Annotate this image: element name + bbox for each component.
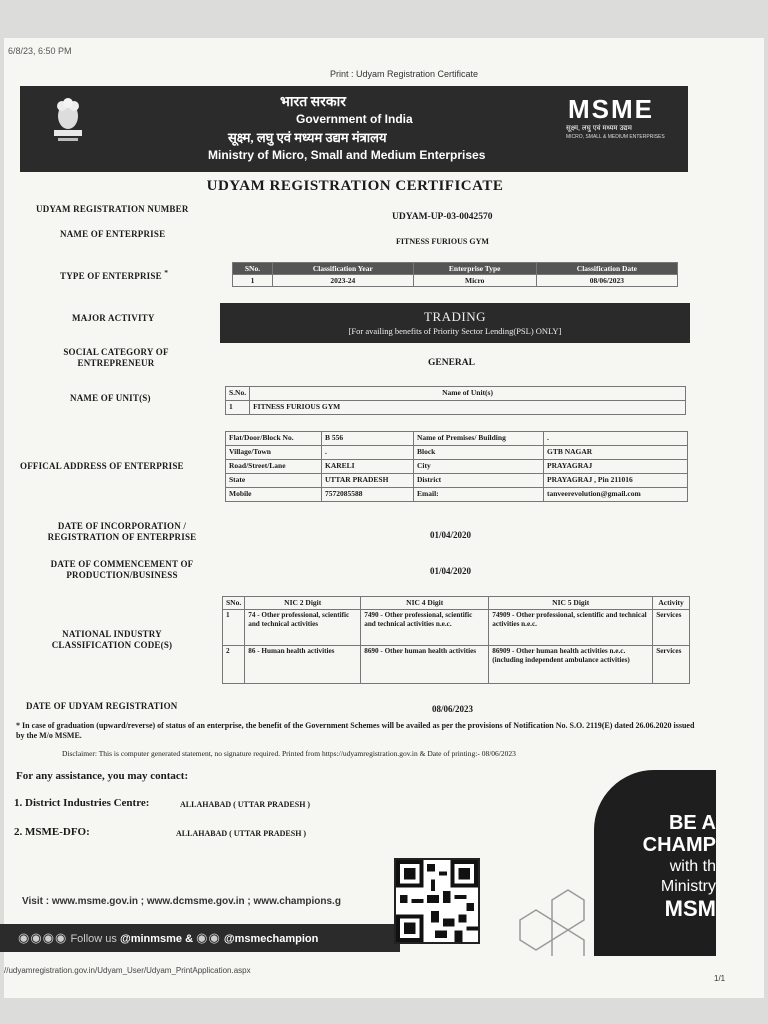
table-row bbox=[223, 610, 690, 646]
table-cell: 86 - Human health activities bbox=[245, 646, 361, 684]
promo-line: with th bbox=[669, 858, 716, 875]
table-header: SNo. bbox=[223, 597, 245, 610]
table-row bbox=[226, 432, 688, 446]
promo-line: MSM bbox=[664, 896, 716, 921]
graduation-note: * In case of graduation (upward/reverse) of status of an enterprise, the benefit of the Government Schemes will be availed as per the provisions of Notification No. S.O. 2119(E) dated 26.06.2020 issued by the M/o MSME. bbox=[16, 721, 695, 740]
table-cell: Flat/Door/Block No. bbox=[226, 432, 322, 446]
table-header-row bbox=[226, 387, 686, 401]
follow-bar bbox=[0, 924, 400, 952]
table-cell: FITNESS FURIOUS GYM bbox=[250, 401, 686, 415]
table-cell: Email: bbox=[414, 488, 544, 502]
unit-name-label: NAME OF UNIT(S) bbox=[70, 393, 151, 403]
promo-line: CHAMP bbox=[642, 834, 716, 856]
table-cell: 1 bbox=[233, 275, 273, 287]
msme-sub-english: MICRO, SMALL & MEDIUM ENTERPRISES bbox=[566, 134, 665, 140]
national-emblem-icon bbox=[50, 90, 86, 146]
table-row bbox=[223, 646, 690, 684]
table-header-row bbox=[233, 263, 678, 275]
table-header: Name of Unit(s) bbox=[250, 387, 686, 401]
udyam-date-value: 08/06/2023 bbox=[432, 704, 474, 714]
dic-label: 1. District Industries Centre: bbox=[14, 797, 150, 809]
print-title: Print : Udyam Registration Certificate bbox=[330, 69, 479, 79]
hindi-ministry: सूक्ष्म, लघु एवं मध्यम उद्यम मंत्रालय bbox=[228, 130, 387, 145]
table-header: NIC 4 Digit bbox=[361, 597, 489, 610]
social-icons-2: ◉◉ bbox=[196, 930, 221, 945]
table-cell: 7572085588 bbox=[322, 488, 414, 502]
table-cell: Services bbox=[653, 646, 690, 684]
table-cell: Micro bbox=[413, 275, 536, 287]
table-row bbox=[226, 446, 688, 460]
table-header: Classification Date bbox=[536, 263, 677, 275]
table-cell: 2 bbox=[223, 646, 245, 684]
incorporation-date: 01/04/2020 bbox=[430, 530, 472, 540]
msme-logo: MSME bbox=[568, 94, 654, 124]
table-cell: . bbox=[544, 432, 688, 446]
visit-links: Visit : www.msme.gov.in ; www.dcmsme.gov.in ; www.champions.g bbox=[22, 896, 341, 907]
enterprise-name-value: FITNESS FURIOUS GYM bbox=[396, 237, 489, 246]
incorporation-label bbox=[28, 521, 216, 543]
table-header-row bbox=[223, 597, 690, 610]
udyam-date-label: DATE OF UDYAM REGISTRATION bbox=[26, 701, 178, 711]
promo-line: BE A bbox=[668, 812, 716, 834]
follow-prefix: Follow us bbox=[70, 933, 117, 945]
enterprise-type-mark: * bbox=[164, 268, 169, 277]
page-url: //udyamregistration.gov.in/Udyam_User/Udyam_PrintApplication.aspx bbox=[4, 966, 251, 975]
hindi-heading: भारत सरकार bbox=[280, 95, 346, 110]
commencement-label bbox=[28, 559, 216, 581]
enterprise-type-label: TYPE OF ENTERPRISE * bbox=[60, 268, 169, 281]
champions-promo bbox=[594, 770, 716, 956]
major-activity-band bbox=[220, 303, 690, 343]
units-table bbox=[225, 386, 686, 415]
classification-table bbox=[232, 262, 678, 287]
table-header: Enterprise Type bbox=[413, 263, 536, 275]
table-cell: Road/Street/Lane bbox=[226, 460, 322, 474]
table-row bbox=[226, 488, 688, 502]
table-cell: PRAYAGRAJ , Pin 211016 bbox=[544, 474, 688, 488]
table-header: SNo. bbox=[233, 263, 273, 275]
minmsme-handle: @minmsme & bbox=[119, 933, 194, 945]
dfo-label: 2. MSME-DFO: bbox=[14, 826, 90, 838]
dic-value: ALLAHABAD ( UTTAR PRADESH ) bbox=[180, 800, 311, 809]
table-row bbox=[226, 460, 688, 474]
header-band bbox=[20, 86, 688, 172]
msme-sub-hindi: सूक्ष्म, लघु एवं मध्यम उद्यम bbox=[566, 125, 632, 132]
social-category-label-line1: SOCIAL CATEGORY OF bbox=[63, 347, 169, 357]
table-cell: Village/Town bbox=[226, 446, 322, 460]
table-cell: State bbox=[226, 474, 322, 488]
official-address-label: OFFICAL ADDRESS OF ENTERPRISE bbox=[20, 461, 184, 471]
table-header: Activity bbox=[653, 597, 690, 610]
assistance-heading: For any assistance, you may contact: bbox=[16, 770, 189, 782]
enterprise-name-label: NAME OF ENTERPRISE bbox=[60, 229, 166, 239]
table-cell: 74 - Other professional, scientific and technical activities bbox=[245, 610, 361, 646]
table-header: NIC 2 Digit bbox=[245, 597, 361, 610]
table-cell: 08/06/2023 bbox=[536, 275, 677, 287]
table-cell: Block bbox=[414, 446, 544, 460]
address-table bbox=[225, 431, 688, 502]
table-row bbox=[233, 275, 678, 287]
nic-label-line1: NATIONAL INDUSTRY bbox=[62, 629, 162, 639]
incorporation-label-line1: DATE OF INCORPORATION / bbox=[57, 521, 187, 531]
commencement-label-line1: DATE OF COMMENCEMENT OF bbox=[50, 559, 194, 569]
table-cell: 86909 - Other human health activities n.e.c. (including independent ambulance activities) bbox=[489, 646, 653, 684]
table-cell: City bbox=[414, 460, 544, 474]
table-cell: B 556 bbox=[322, 432, 414, 446]
table-cell: GTB NAGAR bbox=[544, 446, 688, 460]
certificate-title: UDYAM REGISTRATION CERTIFICATE bbox=[206, 178, 504, 194]
table-row bbox=[226, 401, 686, 415]
govt-of-india: Government of India bbox=[296, 112, 413, 126]
table-cell: Name of Premises/ Building bbox=[414, 432, 544, 446]
table-cell: 2023-24 bbox=[273, 275, 414, 287]
table-cell: 7490 - Other professional, scientific and technical activities n.e.c. bbox=[361, 610, 489, 646]
major-activity-label: MAJOR ACTIVITY bbox=[72, 313, 155, 323]
reg-number-value: UDYAM-UP-03-0042570 bbox=[392, 212, 493, 222]
table-cell: 1 bbox=[226, 401, 250, 415]
table-header: S.No. bbox=[226, 387, 250, 401]
social-category-label-line2: ENTREPRENEUR bbox=[77, 358, 155, 368]
dfo-value: ALLAHABAD ( UTTAR PRADESH ) bbox=[176, 829, 307, 838]
incorporation-label-line2: REGISTRATION OF ENTERPRISE bbox=[47, 532, 197, 542]
table-header: NIC 5 Digit bbox=[489, 597, 653, 610]
table-cell: tanveerevolution@gmail.com bbox=[544, 488, 688, 502]
table-row bbox=[226, 474, 688, 488]
nic-label bbox=[30, 629, 194, 651]
table-cell: KARELI bbox=[322, 460, 414, 474]
table-cell: District bbox=[414, 474, 544, 488]
social-icons: ◉◉◉◉ bbox=[18, 930, 68, 945]
table-cell: UTTAR PRADESH bbox=[322, 474, 414, 488]
ministry-name: Ministry of Micro, Small and Medium Enterprises bbox=[208, 148, 486, 162]
page-number: 1/1 bbox=[714, 974, 726, 983]
table-cell: PRAYAGRAJ bbox=[544, 460, 688, 474]
table-cell: 8690 - Other human health activities bbox=[361, 646, 489, 684]
nic-label-line2: CLASSIFICATION CODE(S) bbox=[51, 640, 173, 650]
table-header: Classification Year bbox=[273, 263, 414, 275]
commencement-date: 01/04/2020 bbox=[430, 566, 472, 576]
table-cell: 74909 - Other professional, scientific and technical activities n.e.c. bbox=[489, 610, 653, 646]
table-cell: Mobile bbox=[226, 488, 322, 502]
qr-code-icon bbox=[394, 858, 480, 944]
commencement-label-line2: PRODUCTION/BUSINESS bbox=[66, 570, 178, 580]
champion-handle: @msmechampion bbox=[223, 933, 319, 945]
social-category-value: GENERAL bbox=[428, 358, 475, 368]
disclaimer: Disclaimer: This is computer generated statement, no signature required. Printed from https://udyamregistration.gov.in & Date of printing:- 08/06/2023 bbox=[62, 749, 516, 758]
major-activity-value: TRADING bbox=[424, 309, 486, 324]
table-cell: 1 bbox=[223, 610, 245, 646]
social-category-label bbox=[56, 347, 176, 369]
table-cell: Services bbox=[653, 610, 690, 646]
reg-number-label: UDYAM REGISTRATION NUMBER bbox=[36, 204, 189, 214]
table-cell: . bbox=[322, 446, 414, 460]
nic-table bbox=[222, 596, 690, 684]
major-activity-note: [For availing benefits of Priority Sector Lending(PSL) ONLY] bbox=[348, 326, 562, 336]
promo-line: Ministry bbox=[660, 878, 716, 895]
print-timestamp: 6/8/23, 6:50 PM bbox=[8, 46, 72, 56]
